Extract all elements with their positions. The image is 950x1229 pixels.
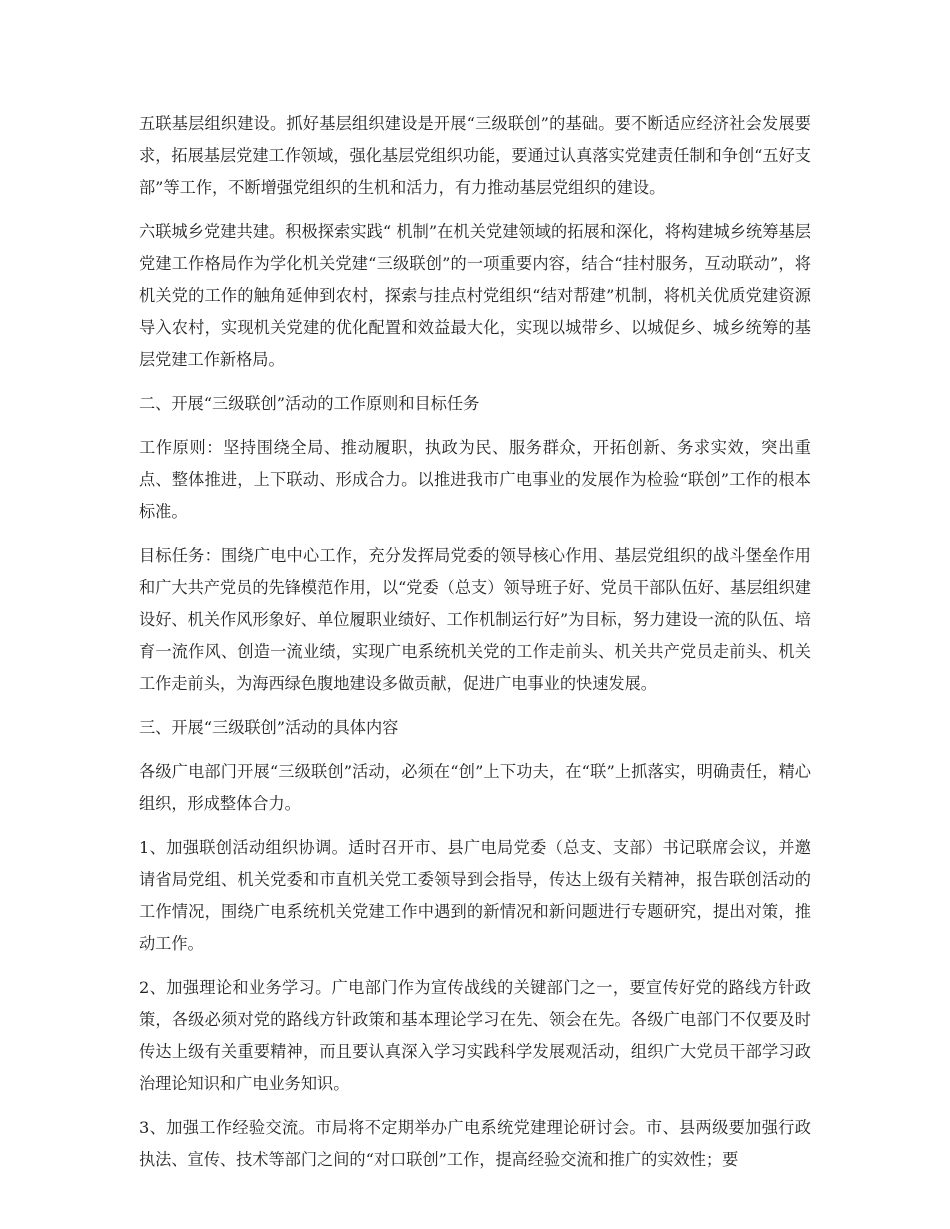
paragraph-item-2: 2、加强理论和业务学习。广电部门作为宣传战线的关键部门之一，要宣传好党的路线方针政策，各级必须对党的路线方针政策和基本理论学习在先、领会在先。各级广电部门不仅要及时传达上级有关重要精神，而且要认真深入学习实践科学发展观活动，组织广大党员干部学习政治理论知识和广电业务知识。 (139, 978, 811, 1093)
paragraph-target-tasks: 目标任务：围绕广电中心工作，充分发挥局党委的领导核心作用、基层党组织的战斗堡垒作用和广大共产党员的先锋模范作用，以“党委（总支）领导班子好、党员干部队伍好、基层组织建设好、机关作风形象好、单位履职业绩好、工作机制运行好”为目标，努力建设一流的队伍、培育一流作风、创造一流业绩，实现广电系统机关党的工作走前头、机关共产党员走前头、机关工作走前头，为海西绿色腹地建设多做贡献，促进广电事业的快速发展。 (139, 546, 811, 693)
paragraph-work-principles: 工作原则：坚持围绕全局、推动履职，执政为民、服务群众，开拓创新、务求实效，突出重点、整体推进，上下联动、形成合力。以推进我市广电事业的发展作为检验“联创”工作的根本标准。 (139, 438, 811, 521)
paragraph-intro: 各级广电部门开展“三级联创”活动，必须在“创”上下功夫，在“联”上抓落实，明确责任，精心组织，形成整体合力。 (139, 762, 811, 813)
paragraph-1: 五联基层组织建设。抓好基层组织建设是开展“三级联创”的基础。要不断适应经济社会发展要求，拓展基层党建工作领域，强化基层党组织功能，要通过认真落实党建责任制和争创“五好支部”等工作，不断增强党组织的生机和活力，有力推动基层党组织的建设。 (139, 114, 811, 197)
paragraph-item-1: 1、加强联创活动组织协调。适时召开市、县广电局党委（总支、支部）书记联席会议，并邀请省局党组、机关党委和市直机关党工委领导到会指导，传达上级有关精神，报告联创活动的工作情况，围绕广电系统机关党建工作中遇到的新情况和新问题进行专题研究，提出对策，推动工作。 (139, 838, 811, 953)
section-heading-3: 三、开展“三级联创”活动的具体内容 (139, 718, 399, 737)
document-body (139, 108, 811, 1188)
paragraph-2: 六联城乡党建共建。积极探索实践“ 机制”在机关党建领域的拓展和深化，将构建城乡统筹基层党建工作格局作为学化机关党建“三级联创”的一项重要内容，结合“挂村服务，互动联动”，将机关党的工作的触角延伸到农村，探索与挂点村党组织“结对帮建”机制，将机关优质党建资源导入农村，实现机关党建的优化配置和效益最大化，实现以城带乡、以城促乡、城乡统筹的基层党建工作新格局。 (139, 222, 811, 369)
section-heading-2: 二、开展“三级联创”活动的工作原则和目标任务 (139, 394, 480, 413)
paragraph-item-3: 3、加强工作经验交流。市局将不定期举办广电系统党建理论研讨会。市、县两级要加强行政执法、宣传、技术等部门之间的“对口联创”工作，提高经验交流和推广的实效性；要 (139, 1118, 811, 1169)
